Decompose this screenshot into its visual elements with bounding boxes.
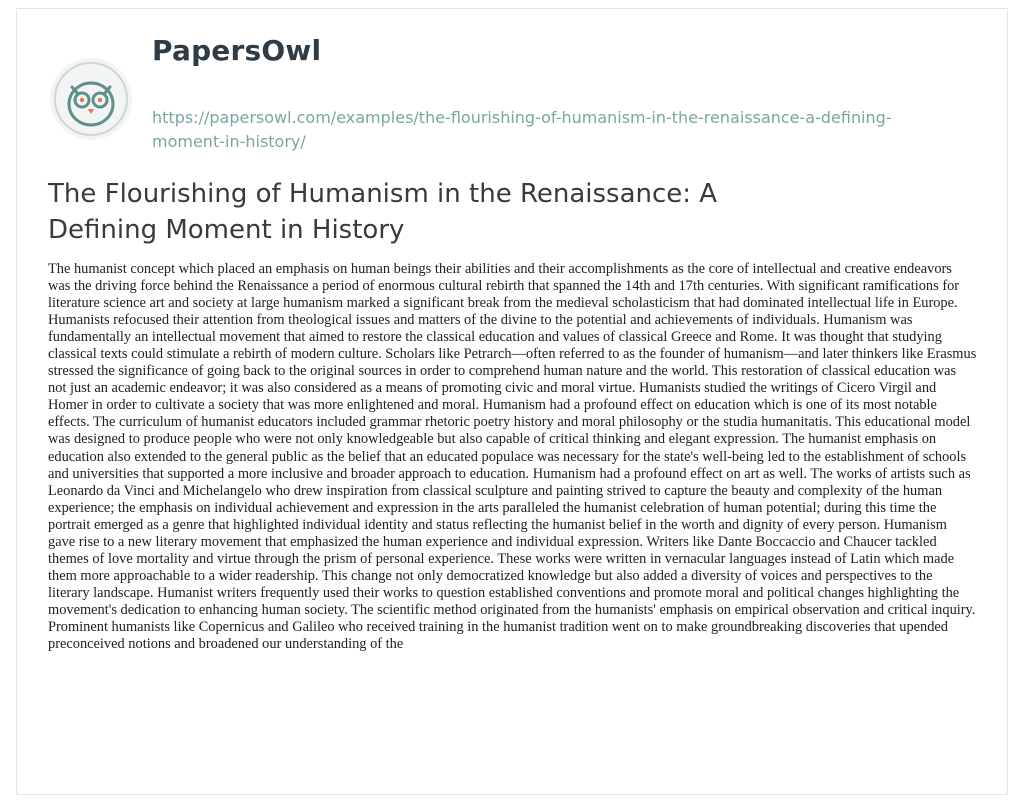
brand-name[interactable]: PapersOwl: [152, 34, 322, 67]
essay-title: The Flourishing of Humanism in the Renaissance: A Defining Moment in History: [48, 179, 718, 245]
source-url-link[interactable]: https://papersowl.com/examples/the-flourishing-of-humanism-in-the-renaissance-a-defining-moment-in-history/: [152, 108, 892, 151]
owl-logo-icon[interactable]: [48, 56, 134, 142]
essay-body: The humanist concept which placed an emphasis on human beings their abilities and their accomplishments as the core of intellectual and creative endeavors was the driving force behind the Renaissance a period of enormous cultural rebirth that spanned the 14th and 17th centuries. With significant ramifications for literature science art and society at large humanism marked a significant break from the medieval scholasticism that had dominated intellectual life in Europe. Humanists refocused their attention from theological issues and matters of the divine to the potential and achievements of individuals. Humanism was fundamentally an intellectual movement that aimed to restore the classical education and values of classical Greece and Rome. It was thought that studying classical texts could stimulate a rebirth of modern culture. Scholars like Petrarch—often referred to as the founder of humanism—and later thinkers like Erasmus stressed the significance of going back to the original sources in order to comprehend human nature and the world. This restoration of classical education was not just an academic endeavor; it was also considered as a means of promoting civic and moral virtue. Humanists studied the writings of Cicero Virgil and Homer in order to cultivate a society that was more enlightened and moral. Humanism had a profound effect on education which is one of its most notable effects. The curriculum of humanist educators included grammar rhetoric poetry history and moral philosophy or the studia humanitatis. This educational model was designed to produce people who were not only knowledgeable but also capable of critical thinking and elegant expression. The humanist emphasis on education also extended to the general public as the belief that an educated populace was necessary for the state's well-being led to the establishment of schools and universities that supported a more inclusive and broader approach to education. Humanism had a profound effect on art as well. The works of artists such as Leonardo da Vinci and Michelangelo who drew inspiration from classical sculpture and painting strived to capture the beauty and complexity of the human experience; the emphasis on individual achievement and expression in the arts paralleled the humanist celebration of human potential; during this time the portrait emerged as a genre that highlighted individual identity and status reflecting the humanist belief in the worth and dignity of every person. Humanism gave rise to a new literary movement that emphasized the human experience and individual expression. Writers like Dante Boccaccio and Chaucer tackled themes of love mortality and virtue through the prism of personal experience. These works were written in vernacular languages instead of Latin which made them more approachable to a wider readership. This change not only democratized knowledge but also added a diversity of voices and perspectives to the literary landscape. Humanist writers frequently used their works to question established conventions and promote moral and political changes highlighting the movement's dedication to enhancing human society. The scientific method originated from the humanists' emphasis on empirical observation and critical inquiry. Prominent humanists like Copernicus and Galileo who received training in the humanist tradition went on to make groundbreaking discoveries that upended preconceived notions and broadened our understanding of the: [48, 261, 977, 653]
